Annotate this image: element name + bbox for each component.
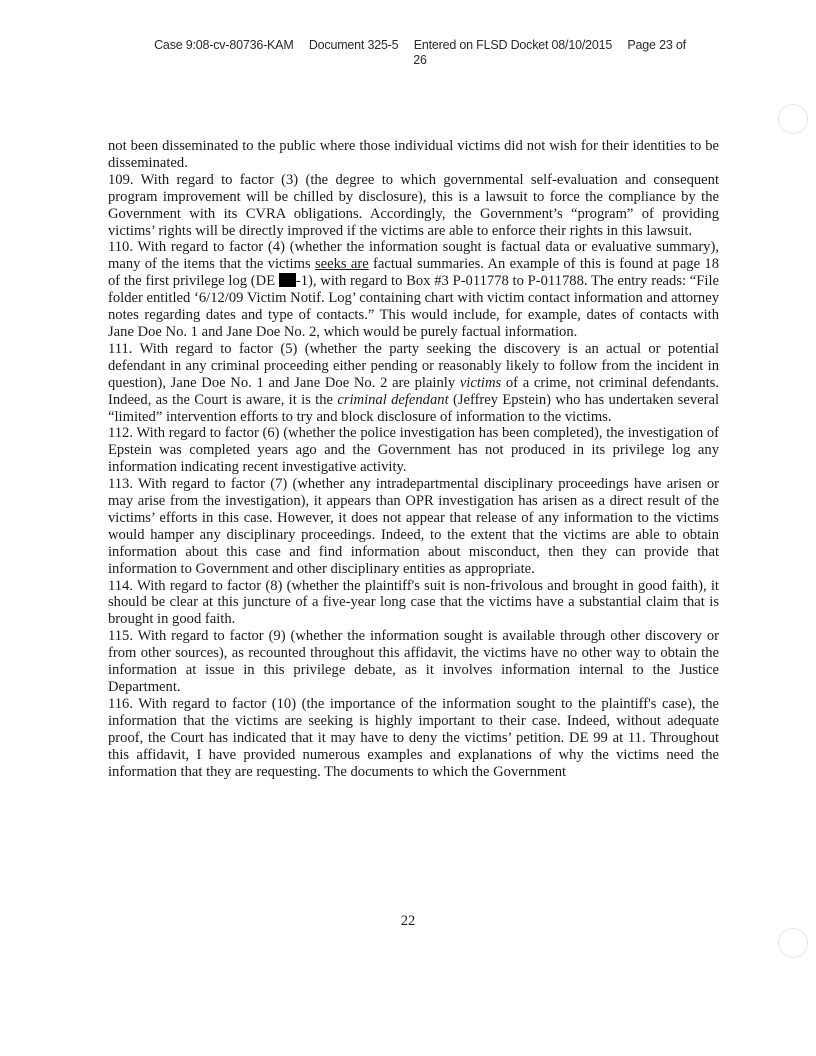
paragraph-110: [108, 239, 719, 340]
paragraph-110-text-b: factual summaries. An example of this is found at page 18 of the first privilege log (DE: [108, 256, 719, 290]
paragraph-109: 109. With regard to factor (3) (the degree to which governmental self-evaluation and consequent program improvement will be chilled by disclosure), this is a lawsuit to force the compliance by the Government with its CVRA obligations. Accordingly, the Government’s “program” of providing victims’ rights will be directly improved if the victims are able to enforce their rights in this lawsuit.: [108, 171, 719, 239]
paragraph-continuation: not been disseminated to the public where those individual victims did not wish for their identities to be disseminated.: [108, 138, 719, 171]
scan-hole-top: [778, 104, 808, 134]
paragraph-116: 116. With regard to factor (10) (the importance of the information sought to the plaintiff's case), the information that the victims are seeking is highly important to their case. Indeed, without adequate proof, the Court has indicated that it may have to deny the victims’ petition. DE 99 at 11. Throughout this affidavit, I have provided numerous examples and explanations of why the victims need the information that they are requesting. The documents to which the Government: [108, 695, 719, 780]
italic-criminal-defendant: criminal defendant: [337, 391, 449, 408]
paragraph-111: [108, 341, 719, 426]
italic-victims: victims: [459, 374, 502, 391]
scan-hole-bottom: [778, 928, 808, 958]
paragraph-110-text-c: -1), with regard to Box #3 P-011778 to P-011788. The entry reads: “File folder entitled ‘6/12/09 Victim Notif. Log’ containing chart with victim contact information and attorney notes regarding dates and type of contacts.” This would include, for example, dates of contacts with Jane Doe No. 1 and Jane Doe No. 2, which would be purely factual information.: [108, 273, 719, 340]
page-number: 22: [400, 913, 416, 929]
paragraph-115: 115. With regard to factor (9) (whether the information sought is available through other discovery or from other sources), as recounted throughout this affidavit, the victims have no other way to obtain the information at issue in this privilege debate, as it involves information internal to the Justice Department.: [108, 628, 719, 695]
paragraph-111-text-b: of a crime, not criminal defendants. Indeed, as the Court is aware, it is the: [108, 374, 720, 408]
paragraph-113: 113. With regard to factor (7) (whether any intradepartmental disciplinary proceedings have arisen or may arise from the investigation), it appears than OPR investigation has arisen as a direct result of the victims’ efforts in this case. However, it does not appear that release of any information to the victims would hamper any disciplinary proceedings. Indeed, to the extent that the victims are able to obtain information about this case and find information about misconduct, then they can provide that information to Government and other disciplinary entities as appropriate.: [108, 476, 719, 577]
header-document-number: Document 325-5: [308, 38, 399, 52]
redaction-box: [279, 273, 296, 287]
header-page-total: 26: [413, 53, 427, 67]
header-entered-docket: Entered on FLSD Docket 08/10/2015: [413, 38, 613, 52]
underlined-text: seeks are: [314, 256, 369, 273]
paragraph-111-text-c: (Jeffrey Epstein) who has undertaken several “limited” intervention efforts to try and block disclosure of information to the victims.: [108, 391, 720, 425]
paragraph-112: 112. With regard to factor (6) (whether the police investigation has been completed), the investigation of Epstein was completed years ago and the Government has not produced in its privilege log any information indicating recent investigative activity.: [108, 425, 719, 476]
paragraph-110-text-a: 110. With regard to factor (4) (whether the information sought is factual data or evaluative summary), many of the items that the victims: [108, 239, 719, 273]
paragraph-114: 114. With regard to factor (8) (whether the plaintiff's suit is non-frivolous and brought in good faith), it should be clear at this juncture of a five-year long case that the victims have a substantial claim that is brought in good faith.: [108, 577, 719, 628]
paragraph-111-text-a: 111. With regard to factor (5) (whether the party seeking the discovery is an actual or potential defendant in any criminal proceeding either pending or reasonably likely to follow from the incident in question), Jane Doe No. 1 and Jane Doe No. 2 are plainly: [108, 340, 719, 391]
case-header: [60, 38, 780, 68]
header-case-number: Case 9:08-cv-80736-KAM: [154, 38, 294, 52]
header-page-label: Page 23 of: [627, 38, 686, 52]
document-body: [108, 138, 719, 780]
